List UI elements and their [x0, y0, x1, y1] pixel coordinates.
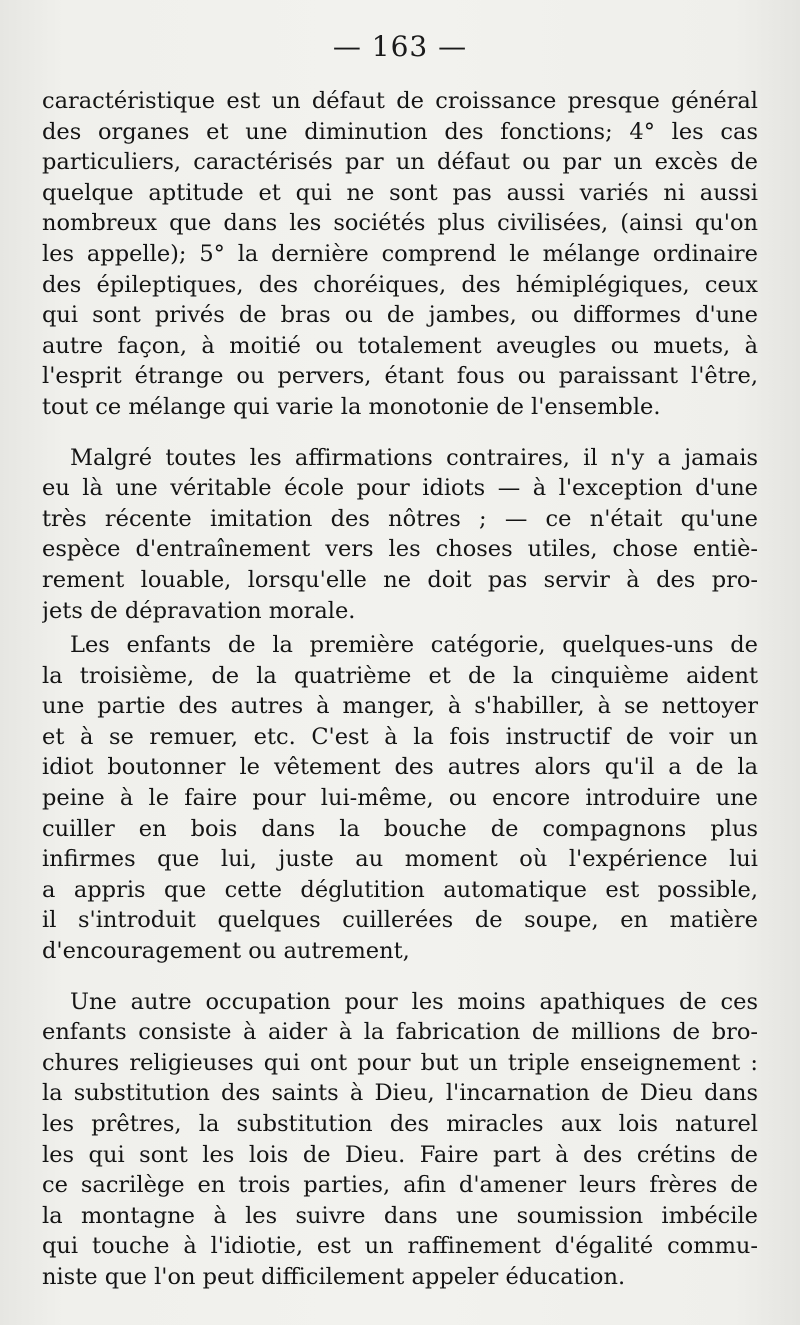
text-line: la troisième, de la quatrième et de la cinquième aident [42, 662, 758, 689]
text-line: cuiller en bois dans la bouche de compagnons plus [42, 815, 758, 842]
text-line: la substitution des saints à Dieu, l'incarnation de Dieu dans [42, 1080, 758, 1107]
text-line: chures religieuses qui ont pour but un triple enseignement : [42, 1049, 758, 1076]
text-line: caractéristique est un défaut de croissance presque général [42, 88, 758, 114]
paragraph-3 [42, 630, 758, 967]
text-line: les prêtres, la substitution des miracles aux lois naturel [42, 1111, 758, 1137]
text-line: Malgré toutes les affirmations contraires, il n'y a jamais [70, 444, 758, 471]
text-line: qui sont privés de bras ou de jambes, ou difformes d'une [42, 302, 758, 329]
text-line: niste que l'on peut difficilement appeler éducation. [42, 1263, 626, 1290]
text-line: rement louable, lorsqu'elle ne doit pas servir à des pro- [42, 566, 758, 593]
paragraph-1 [42, 86, 758, 423]
text-line: enfants consiste à aider à la fabrication de millions de bro- [42, 1019, 758, 1046]
text-line: infirmes que lui, juste au moment où l'expérience lui [42, 846, 758, 873]
text-line: qui touche à l'idiotie, est un raffinement d'égalité commu- [42, 1233, 758, 1260]
text-line: d'encouragement ou autrement, [42, 938, 410, 965]
text-line: l'esprit étrange ou pervers, étant fous ou paraissant l'être, [42, 363, 758, 390]
paragraph-4 [42, 987, 758, 1293]
text-line: espèce d'entraînement vers les choses utiles, chose entiè- [42, 536, 758, 563]
paragraph-gap [42, 967, 758, 987]
text-line: la montagne à les suivre dans une soumission imbécile [42, 1202, 758, 1229]
text-line: très récente imitation des nôtres ; — ce n'était qu'une [42, 505, 758, 532]
text-line: les qui sont les lois de Dieu. Faire part à des crétins de [42, 1141, 758, 1168]
text-line: et à se remuer, etc. C'est à la fois instructif de voir un [42, 723, 758, 750]
text-line: peine à le faire pour lui-même, ou encore introduire une [42, 785, 758, 812]
text-line: jets de dépravation morale. [42, 597, 356, 624]
text-line: Les enfants de la première catégorie, quelques-uns de [70, 632, 758, 659]
text-line: idiot boutonner le vêtement des autres alors qu'il a de la [42, 754, 758, 781]
paragraph-gap [42, 423, 758, 443]
page-body [42, 86, 758, 1293]
page-number: — 163 — [332, 30, 468, 63]
text-line: autre façon, à moitié ou totalement aveugles ou muets, à [42, 332, 758, 359]
paragraph-2 [42, 443, 758, 627]
text-line: il s'introduit quelques cuillerées de soupe, en matière [42, 907, 758, 934]
text-line: ce sacrilège en trois parties, afin d'amener leurs frères de [42, 1172, 758, 1199]
text-line: des épileptiques, des choréiques, des hémiplégiques, ceux [42, 271, 758, 298]
text-line: tout ce mélange qui varie la monotonie de l'ensemble. [42, 393, 661, 420]
text-line: nombreux que dans les sociétés plus civilisées, (ainsi qu'on [42, 210, 758, 237]
text-line: des organes et une diminution des fonctions; 4° les cas [42, 118, 758, 145]
text-line: quelque aptitude et qui ne sont pas aussi variés ni aussi [42, 179, 758, 206]
text-line: eu là une véritable école pour idiots — à l'exception d'une [42, 475, 758, 502]
text-line: une partie des autres à manger, à s'habiller, à se nettoyer [42, 693, 758, 720]
text-line: les appelle); 5° la dernière comprend le mélange ordinaire [42, 240, 758, 267]
text-line: particuliers, caractérisés par un défaut ou par un excès de [42, 149, 758, 176]
text-line: Une autre occupation pour les moins apathiques de ces [70, 988, 758, 1015]
text-line: a appris que cette déglutition automatique est possible, [42, 876, 758, 903]
